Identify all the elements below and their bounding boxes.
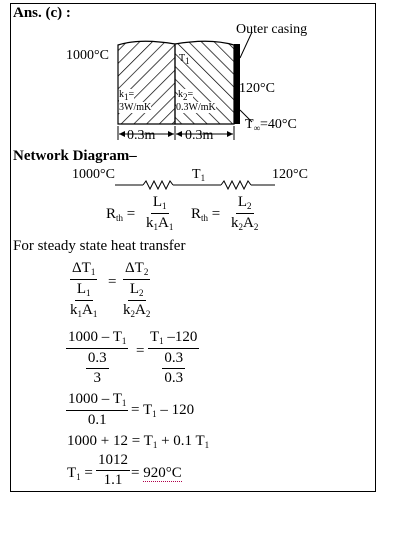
final-answer: 920°C bbox=[143, 465, 182, 481]
network-left-temp: 1000°C bbox=[72, 167, 115, 182]
eq2-left-fraction: $1000 - T_1$ 0.3 3 bbox=[68, 329, 127, 386]
eq1-equals: = bbox=[108, 274, 117, 290]
eq4: $1000 + 12 = T_1 + 0.1$ $T_1$ bbox=[67, 433, 210, 450]
answer-heading: Ans. (c) : bbox=[13, 5, 71, 21]
right-temperature: 120°C bbox=[239, 81, 275, 96]
length-1-label: 0.3m bbox=[127, 128, 156, 143]
ambient-temperature: $T_\infty=40^\circ C$ bbox=[245, 117, 297, 133]
eq2-equals: = bbox=[136, 343, 145, 359]
rth-1-fraction: $\frac{L_1}{k_1A_1}$ bbox=[146, 194, 174, 232]
eq5-fraction: $\frac{1012}{1.1}$ bbox=[98, 452, 128, 488]
eq1-right-fraction: $\Delta T_2$ $L_2$ $k_2A_2$ bbox=[123, 260, 151, 319]
rth-1-label: $R_{th}$ = bbox=[106, 206, 136, 223]
rth-2-label: $R_{th}$ = bbox=[191, 206, 221, 223]
k1-label: k1= bbox=[119, 89, 135, 102]
length-2-label: 0.3m bbox=[185, 128, 214, 143]
eq1-left-fraction: $\Delta T_1$ $L_1$ $k_1A_1$ bbox=[70, 260, 98, 319]
steady-state-text: For steady state heat transfer bbox=[13, 238, 186, 254]
network-node-t1: $T_1$ bbox=[192, 167, 206, 183]
k1-value: 3W/mK bbox=[119, 102, 152, 113]
left-temperature: 1000°C bbox=[66, 48, 109, 63]
resistor-2 bbox=[221, 181, 251, 189]
eq5-result: = 920°C bbox=[131, 465, 182, 481]
rth-2-fraction: $\frac{L_2}{k_2A_2}$ bbox=[231, 194, 259, 232]
k2-label: k2= bbox=[178, 89, 194, 102]
eq3-fraction: $\frac{1000 - T_1}{0.1}$ bbox=[68, 391, 127, 428]
resistance-network bbox=[113, 178, 277, 192]
outer-casing-label: Outer casing bbox=[236, 22, 308, 37]
network-right-temp: 120°C bbox=[272, 167, 308, 182]
network-diagram-title: Network Diagram– bbox=[13, 148, 137, 164]
k2-value: 0.3W/mK bbox=[176, 102, 216, 113]
eq3-rhs: = $T_1 - 120$ bbox=[131, 402, 195, 419]
interface-temperature: T1 bbox=[179, 53, 190, 66]
eq5-lhs: $T_1$ = bbox=[67, 465, 93, 482]
eq2-right-fraction: $T_1$ –120 0.3 0.3 bbox=[150, 329, 198, 386]
resistor-1 bbox=[143, 181, 173, 189]
